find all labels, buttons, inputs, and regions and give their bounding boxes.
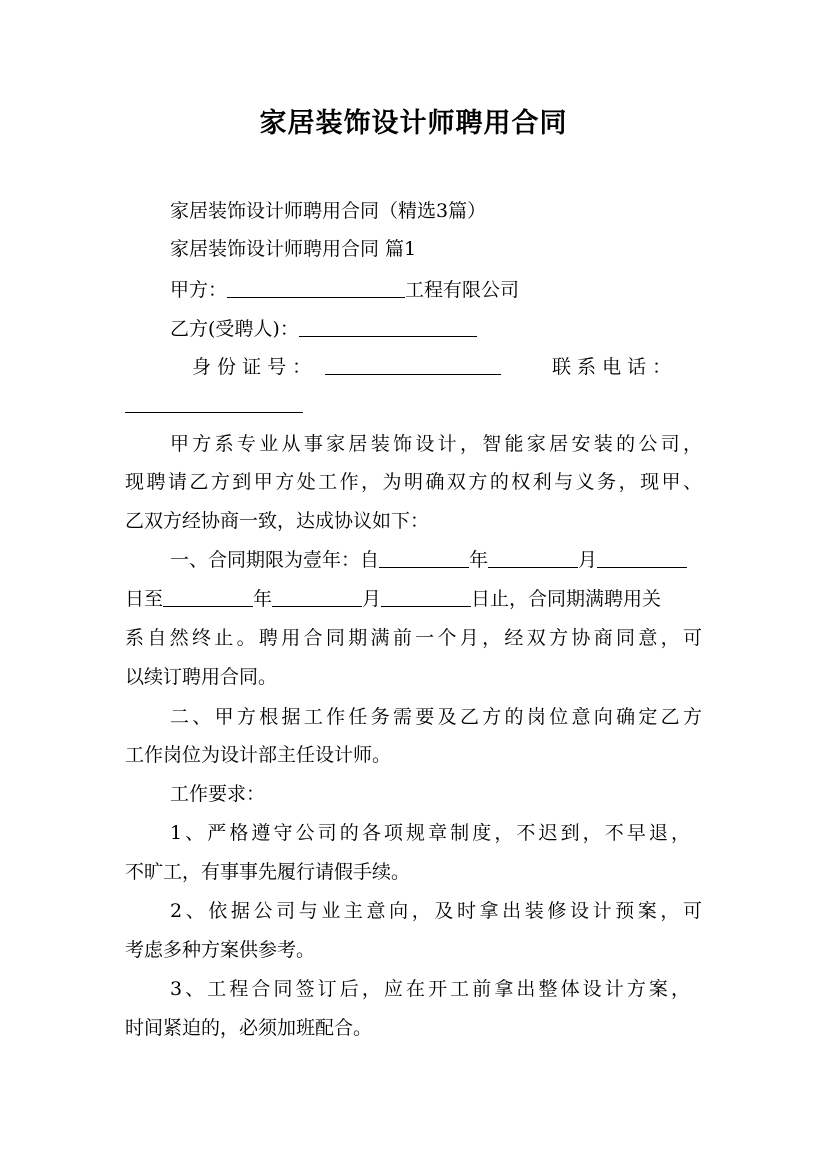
subtitle: 家居装饰设计师聘用合同（精选3篇） — [170, 200, 487, 222]
clause1-line3: 系自然终止。聘用合同期满前一个月，经双方协商同意，可 — [125, 627, 702, 649]
para1-line1: 甲方系专业从事家居装饰设计，智能家居安装的公司， — [170, 433, 702, 455]
id-blank — [325, 354, 501, 375]
phone-blank-line — [125, 390, 303, 420]
para1-line2: 现聘请乙方到甲方处工作，为明确双方的权利与义务，现甲、 — [125, 471, 702, 493]
phone-line — [552, 352, 671, 382]
phone-label: 联 系 电 话 ： — [552, 356, 672, 378]
clause1-end-year-blank — [163, 586, 253, 607]
party-a-label: 甲方： — [170, 279, 228, 301]
party-b-blank — [299, 316, 477, 337]
clause1-year-blank — [379, 547, 469, 568]
req2-line1: 2、依据公司与业主意向，及时拿出装修设计预案，可 — [170, 900, 702, 922]
req2-line2: 考虑多种方案供参考。 — [125, 939, 316, 961]
document-title: 家居装饰设计师聘用合同 — [259, 108, 568, 139]
party-a-line — [170, 275, 519, 305]
clause1-line2 — [125, 584, 661, 614]
clause1-end-year: 年 — [253, 588, 273, 610]
clause1-year: 年 — [469, 549, 489, 571]
party-a-suffix: 工程有限公司 — [405, 279, 520, 301]
req1-line2: 不旷工，有事事先履行请假手续。 — [125, 861, 411, 883]
party-b-line — [170, 314, 477, 344]
phone-blank — [125, 392, 303, 413]
section-heading: 家居装饰设计师聘用合同 篇1 — [170, 238, 417, 260]
clause1-month-blank — [488, 547, 578, 568]
id-number-line — [192, 352, 501, 382]
id-label: 身 份 证 号 ： — [192, 356, 312, 378]
clause1-day-end: 日止，合同期满聘用关 — [471, 588, 662, 610]
para1-line3: 乙双方经协商一致，达成协议如下： — [125, 510, 430, 532]
clause1-end-month: 月 — [362, 588, 382, 610]
clause2-line1: 二、甲方根据工作任务需要及乙方的岗位意向确定乙方 — [170, 706, 702, 728]
clause2-line2: 工作岗位为设计部主任设计师。 — [125, 744, 392, 766]
party-a-blank — [227, 277, 405, 298]
party-b-label: 乙方(受聘人)： — [170, 318, 299, 340]
req3-line2: 时间紧迫的，必须加班配合。 — [125, 1017, 373, 1039]
clause1-start: 一、合同期限为壹年：自 — [170, 549, 380, 571]
req1-line1: 1、严格遵守公司的各项规章制度，不迟到，不早退， — [170, 822, 690, 844]
clause1-line4: 以续订聘用合同。 — [125, 666, 278, 688]
clause1-end-month-blank — [272, 586, 362, 607]
clause1-day-to: 日至 — [125, 588, 164, 610]
clause1-line1 — [170, 545, 687, 575]
clause1-end-day-blank — [381, 586, 471, 607]
clause1-day-blank — [597, 547, 687, 568]
requirements-heading: 工作要求： — [170, 783, 266, 805]
clause1-month: 月 — [578, 549, 598, 571]
req3-line1: 3、工程合同签订后，应在开工前拿出整体设计方案， — [170, 978, 690, 1000]
